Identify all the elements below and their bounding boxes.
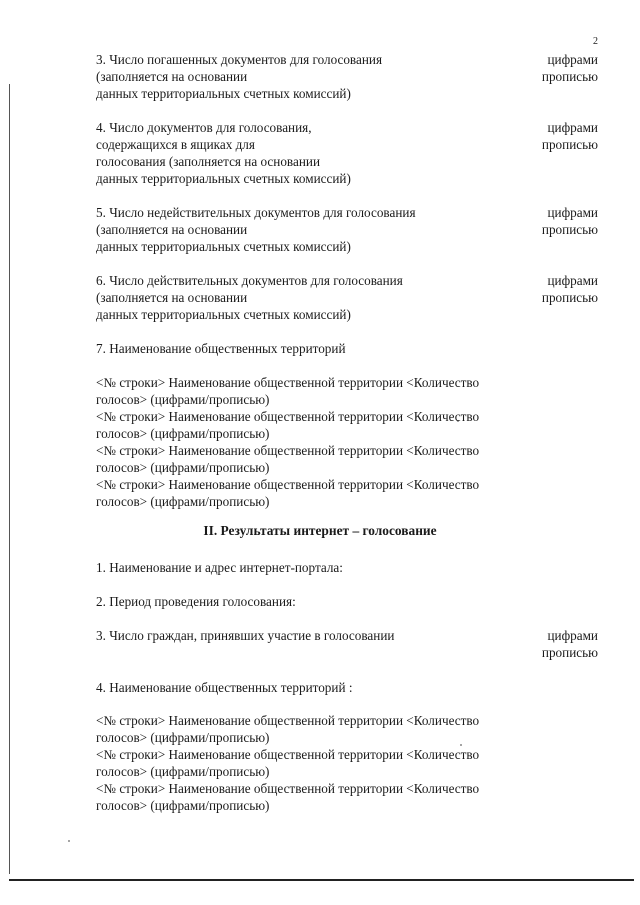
territory-row-line: <№ строки> Наименование общественной территории <Количество [96,443,480,458]
item-5-fill-labels [478,204,598,238]
territory-row-line: голосов> (цифрами/прописью) [96,730,270,745]
scan-bottom-edge-line [9,879,634,881]
territory-row-line: голосов> (цифрами/прописью) [96,764,270,779]
item-5-invalid-ballots [96,204,416,255]
item-4-ballots-in-boxes [96,119,351,187]
page-number: 2 [593,36,598,47]
territory-row-line: <№ строки> Наименование общественной территории <Количество [96,747,480,762]
scan-left-edge-line [9,84,10,874]
territory-row-line: <№ строки> Наименование общественной территории <Количество [96,409,480,424]
fill-label-words: прописью [541,137,598,152]
territory-row-line: <№ строки> Наименование общественной территории <Количество [96,477,480,492]
territory-row-line: <№ строки> Наименование общественной территории <Количество [96,713,480,728]
item-text-line: (заполняется на основании [96,222,248,237]
fill-label-digits: цифрами [547,52,598,67]
citizens-count-line: 3. Число граждан, принявших участие в голосовании [96,628,395,643]
online-territories-heading: 4. Наименование общественных территорий : [96,680,353,695]
item-text-line: 6. Число действительных документов для голосования [96,273,403,288]
item-6-valid-ballots [96,272,403,323]
fill-label-digits: цифрами [547,120,598,135]
item-6-fill-labels [478,272,598,306]
territory-rows-section-two [96,712,479,814]
item-text-line: голосования (заполняется на основании [96,154,321,169]
item-text-line: 4. Число документов для голосования, [96,120,312,135]
item-text-line: содержащихся в ящиках для [96,137,255,152]
territory-row-line: голосов> (цифрами/прописью) [96,392,270,407]
portal-name-line: 1. Наименование и адрес интернет-портала: [96,560,343,575]
fill-label-words: прописью [541,290,598,305]
fill-label-words: прописью [541,69,598,84]
item-7-territories-heading: 7. Наименование общественных территорий [96,341,346,356]
fill-label-words: прописью [541,645,598,660]
item-3-cancelled-ballots [96,51,382,102]
territory-row-line: голосов> (цифрами/прописью) [96,460,270,475]
item-text-line: 5. Число недействительных документов для голосования [96,205,416,220]
fill-label-digits: цифрами [547,273,598,288]
territory-row-line: <№ строки> Наименование общественной территории <Количество [96,375,480,390]
territory-row-line: <№ строки> Наименование общественной территории <Количество [96,781,480,796]
voting-period-line: 2. Период проведения голосования: [96,594,296,609]
item-text-line: данных территориальных счетных комиссий) [96,171,351,186]
item-text-line: данных территориальных счетных комиссий) [96,239,351,254]
item-3-fill-labels [478,51,598,85]
section-two-title: II. Результаты интернет – голосование [203,523,437,538]
item-text-line: (заполняется на основании [96,290,248,305]
territory-row-line: голосов> (цифрами/прописью) [96,426,270,441]
item-text-line: данных территориальных счетных комиссий) [96,86,351,101]
territory-row-line: голосов> (цифрами/прописью) [96,494,270,509]
item-text-line: данных территориальных счетных комиссий) [96,307,351,322]
territory-rows-block-one [96,374,479,510]
item-4-fill-labels [478,119,598,153]
fill-label-words: прописью [541,222,598,237]
citizens-fill-labels [478,627,598,661]
fill-label-digits: цифрами [547,628,598,643]
item-text-line: (заполняется на основании [96,69,248,84]
scan-speck [68,840,70,842]
fill-label-digits: цифрами [547,205,598,220]
territory-row-line: голосов> (цифрами/прописью) [96,798,270,813]
item-text-line: 3. Число погашенных документов для голосования [96,52,383,67]
